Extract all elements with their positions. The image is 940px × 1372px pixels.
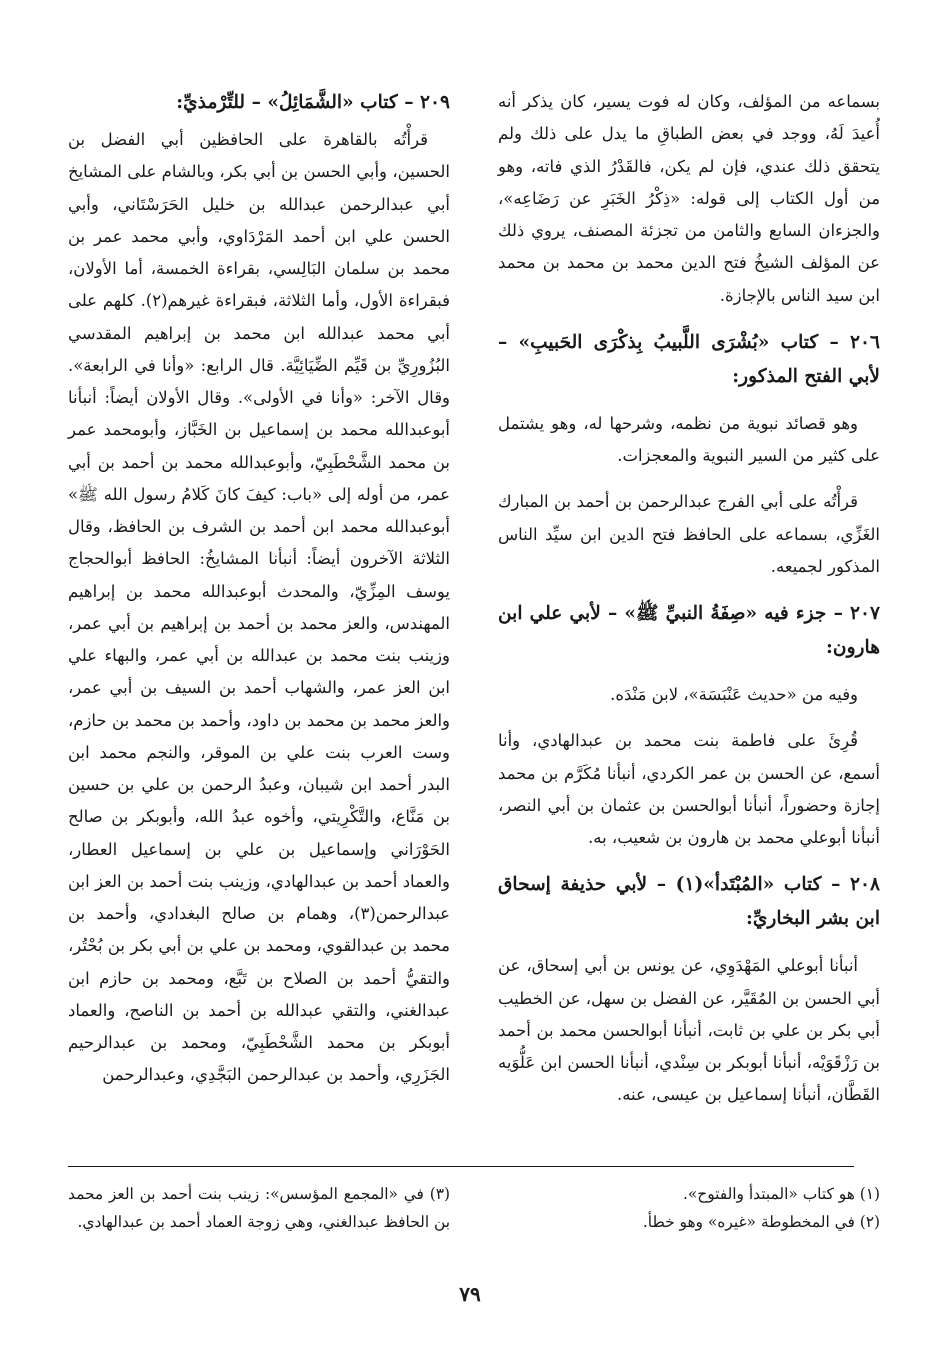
footnote-3: (٣) في «المجمع المؤسس»: زينب بنت أحمد بن العز محمد بن الحافظ عبدالغني، وهي زوجة العماد أحمد بن عبدالهادي. [68, 1185, 450, 1231]
section-206-paragraph-1: وهو قصائد نبوية من نظمه، وشرحها له، وهو يشتمل على كثير من السير النبوية والمعجزات. [498, 413, 880, 465]
section-208-heading: ٢٠٨ – كتاب «المُبْتَدأ»(١) – لأبي حذيفة إسحاق ابن بشر البخاريِّ: [498, 874, 880, 930]
footnote-divider [68, 1166, 854, 1167]
left-column [68, 86, 450, 1092]
footnotes-left [68, 1180, 450, 1236]
right-column [498, 86, 880, 1112]
section-209-heading: ٢٠٩ – كتاب «الشَّمَائِلُ» – للتِّرْمذيِّ: [176, 92, 450, 113]
section-207-paragraph-1: وفيه من «حديث عَنْبَسَة»، لابن مَنْدَه. [610, 685, 858, 704]
section-206-heading: ٢٠٦ – كتاب «بُشْرَى اللَّبيبُ بِذكْرَى الحَبيبِ» – لأبي الفتح المذكور: [498, 331, 880, 387]
footnote-1: (١) هو كتاب «المبتدأ والفتوح». [682, 1185, 880, 1203]
footnote-2: (٢) في المخطوطة «غيره» وهو خطأ. [642, 1213, 880, 1231]
section-207-paragraph-2: قُرِئَ على فاطمة بنت محمد بن عبدالهادي، وأنا أسمع، عن الحسن بن عمر الكردي، أنبأنا مُكَرَّم بن محمد إجازة وحضوراً، أنبأنا أبوالحسن بن عثمان بن أبي النصر، أنبأنا أبوعلي محمد بن هارون بن شعيب، به. [498, 731, 880, 847]
continuation-paragraph: بسماعه من المؤلف، وكان له فوت يسير، كان يذكر أنه أُعيدَ لَهُ، ووجد في بعض الطباقِ ما يدل على ذلك ولم يتحقق ذلك عندي، فإن لم يكن، فالقَدْرُ الذي فاته، وهو من أول الكتاب إلى قوله: «ذِكْرُ الخَبَرِ عن رَضَاعِه»، والجزءان السابع والثامن من تجزئة المصنف، يروي ذلك عن المؤلف الشيخُ فتح الدين محمد بن محمد بن محمد ابن سيد الناس بالإجازة. [498, 92, 880, 305]
section-207-heading: ٢٠٧ – جزء فيه «صِفَةُ النبيِّ ﷺ» – لأبي علي ابن هارون: [498, 603, 880, 658]
section-208-paragraph-1: أنبأنا أبوعلي المَهْدَوِي، عن يونس بن أبي إسحاق، عن أبي الحسن بن المُقَيَّر، عن الفضل بن سهل، عن الخطيب أبي بكر بن علي بن ثابت، أنبأنا أبوالحسن محمد بن أحمد بن رَزْقَوَيْه، أنبأنا أبوبكر بن سِنْدي، أنبأنا الحسن ابن عَلُّوَيه القَطَّان، أنبأنا إسماعيل بن عيسى، عنه. [498, 956, 880, 1105]
footnotes-right [498, 1180, 880, 1236]
section-206-paragraph-2: قرأْتُه على أبي الفرج عبدالرحمن بن أحمد بن المبارك الغَزِّي، بسماعه على الحافظ فتح الدين ابن سيِّد الناس المذكور لجميعه. [498, 492, 880, 576]
section-209-paragraph: قرأْتُه بالقاهرة على الحافظين أبي الفضل بن الحسين، وأبي الحسن بن أبي بكر، وبالشام على المشايخ أبي عبدالرحمن عبدالله بن خليل الحَرَسْتَاني، وأبي الحسن علي ابن أحمد المَرْدَاوي، وأبي محمد عمر بن محمد بن سلمان البَالِسي، بقراءة الخمسة، أما الأولان، فبقراءة الأول، وأما الثلاثة، فبقراءة غيرهم(٢). كلهم على أبي محمد عبدالله ابن محمد بن إبراهيم المقدسي البُزُورِيِّ بن قَيِّم الضِّيَائِيَّة. قال الرابع: «وأنا في الرابعة». وقال الآخر: «وأنا في الأولى». وقال الأولان أيضاً: أنبأنا أبوعبدالله محمد بن إسماعيل بن الخَبَّاز، وأبومحمد عمر بن محمد الشَّحْطَبِيّ، وأبوعبدالله محمد بن أحمد بن أبي عمر، من أوله إلى «باب: كيفَ كانَ كَلامُ رسول الله ﷺ» أبوعبدالله محمد ابن أحمد بن الشرف بن الحافظ، وقال الثلاثة الآخرون أيضاً: أنبأنا المشايخُ: الحافظ أبوالحجاج يوسف المِزِّيّ، والمحدث أبوعبدالله محمد بن إبراهيم المهندس، والعز محمد بن أحمد بن إبراهيم بن أبي عمر، وزينب بنت محمد بن عبدالله بن أبي عمر، والبهاء علي ابن العز عمر، والشهاب أحمد بن السيف بن أبي عمر، والعز محمد بن محمد بن داود، وأحمد بن محمد بن حازم، وست العرب بنت علي بن الموقر، والنجم محمد ابن البدر أحمد ابن شيبان، وعبدُ الرحمن بن علي بن حسين بن مَنَّاع، والتَّكْرِيتي، وأخوه عبدُ الله، وأبوبكر بن صالح الحَوْرَاني وإسماعيل بن علي بن إسماعيل العطار، والعماد أحمد بن عبدالهادي، وزينب بنت أحمد بن العز ابن عبدالرحمن(٣)، وهمام بن صالح البغدادي، وأحمد بن محمد بن عبدالقوي، ومحمد بن علي بن أبي بكر بن بُحْتُر، والتقيُّ أحمد بن الصلاح بن تَبَّع، ومحمد بن حازم ابن عبدالغني، والتقي عبدالله بن أحمد بن الناصح، والعماد أبوبكر بن محمد الشَّحْطَبِيّ، ومحمد بن عبدالرحيم الجَزَرِي، وأحمد بن عبدالرحمن البَجَّدِي، وعبدالرحمن [68, 130, 450, 1085]
page-number: ٧٩ [459, 1282, 481, 1306]
